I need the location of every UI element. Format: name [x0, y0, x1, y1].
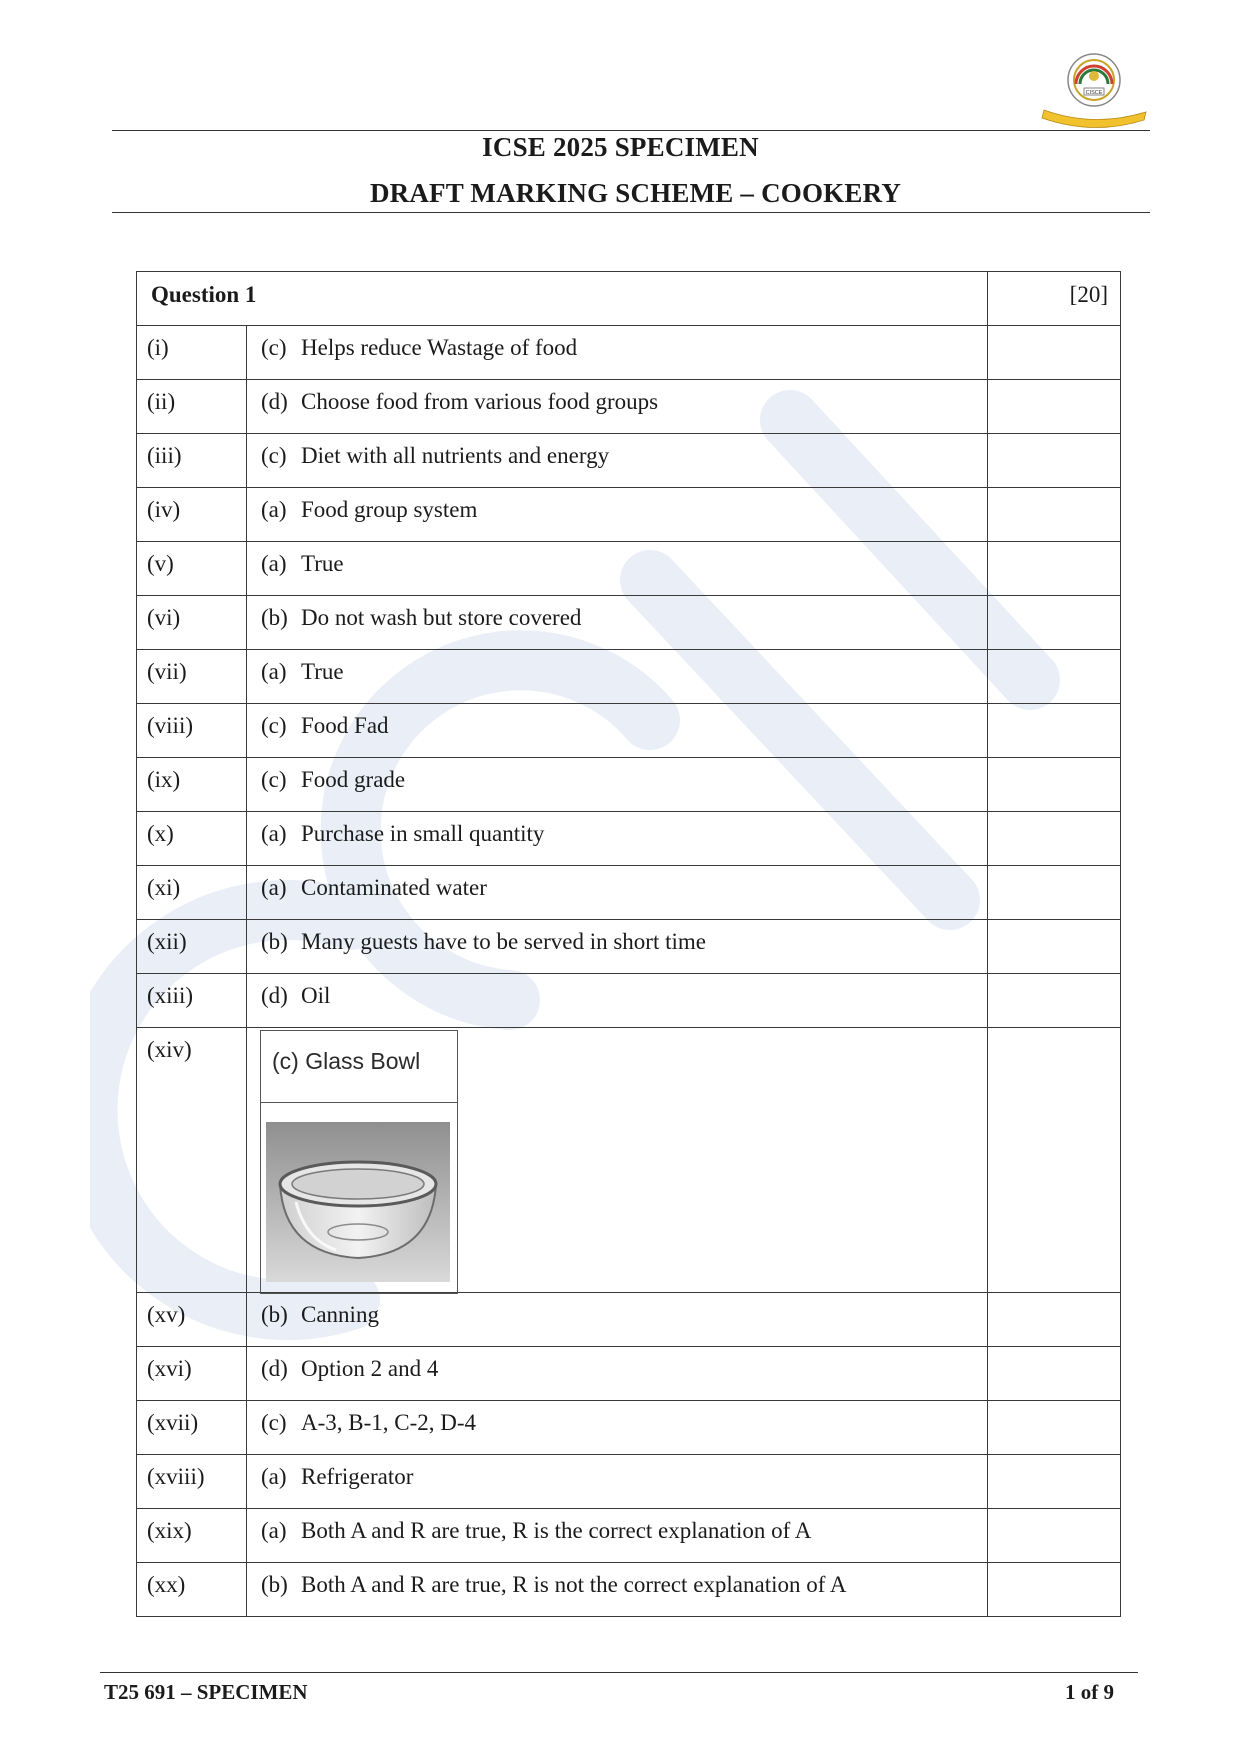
- answer-cell: [247, 488, 988, 542]
- table-row: [137, 920, 1121, 974]
- answer-cell: [247, 758, 988, 812]
- answer-cell: [247, 542, 988, 596]
- marks-cell: [988, 596, 1121, 650]
- answer-number: (iv): [137, 488, 247, 542]
- table-row: [137, 326, 1121, 380]
- answer-text: Purchase in small quantity: [301, 821, 545, 846]
- answer-number: (xviii): [137, 1455, 247, 1509]
- marks-cell: [988, 326, 1121, 380]
- answer-text: Canning: [301, 1302, 379, 1327]
- table-row: [137, 974, 1121, 1028]
- answer-cell: [247, 434, 988, 488]
- answer-text: Oil: [301, 983, 331, 1008]
- table-row: [137, 1293, 1121, 1347]
- table-row: [137, 812, 1121, 866]
- answer-option: (c): [261, 443, 287, 468]
- answer-number: (xi): [137, 866, 247, 920]
- glass-bowl-figure: [260, 1030, 458, 1294]
- answer-cell: [247, 1401, 988, 1455]
- header-bottom-rule: [112, 212, 1150, 213]
- table-row: [137, 1563, 1121, 1617]
- table-row: [137, 1347, 1121, 1401]
- answer-cell: [247, 1028, 988, 1293]
- question-marks: [20]: [988, 272, 1121, 326]
- table-row: [137, 488, 1121, 542]
- page-number: 1 of 9: [1065, 1680, 1114, 1704]
- marks-cell: [988, 488, 1121, 542]
- answer-cell: [247, 326, 988, 380]
- header-top-rule: [112, 130, 1150, 131]
- footer-rule: [100, 1672, 1138, 1673]
- answer-text: Both A and R are true, R is the correct explanation of A: [301, 1518, 812, 1543]
- answer-cell: [247, 596, 988, 650]
- answer-number: (xiv): [137, 1028, 247, 1293]
- answer-cell: [247, 1347, 988, 1401]
- answer-text: Both A and R are true, R is not the correct explanation of A: [301, 1572, 847, 1597]
- answer-cell: [247, 704, 988, 758]
- answer-number: (x): [137, 812, 247, 866]
- answer-option: (b): [261, 1302, 288, 1327]
- cisce-logo: [1038, 50, 1150, 132]
- marks-cell: [988, 974, 1121, 1028]
- answer-option: (b): [261, 605, 288, 630]
- answer-option: (c): [261, 1410, 287, 1435]
- table-row: [137, 1455, 1121, 1509]
- svg-text:CISCE: CISCE: [1085, 90, 1103, 96]
- answer-text: Food Fad: [301, 713, 389, 738]
- question-header-row: [137, 272, 1121, 326]
- table-row: [137, 380, 1121, 434]
- table-row: [137, 1401, 1121, 1455]
- answer-option: (b): [261, 929, 288, 954]
- answer-text: Food grade: [301, 767, 406, 792]
- answer-rows-after: [137, 1293, 1121, 1617]
- marks-cell: [988, 1293, 1121, 1347]
- answer-cell: [247, 812, 988, 866]
- answer-option: (d): [261, 983, 288, 1008]
- answer-number: (vi): [137, 596, 247, 650]
- table-row-image-answer: [137, 1028, 1121, 1293]
- answer-option: (c): [261, 767, 287, 792]
- document-title: ICSE 2025 SPECIMEN: [482, 132, 759, 162]
- answer-option: (a): [261, 1464, 287, 1489]
- answer-number: (i): [137, 326, 247, 380]
- paper-code: T25 691 – SPECIMEN: [104, 1680, 308, 1704]
- answer-text: Food group system: [301, 497, 478, 522]
- marks-cell: [988, 866, 1121, 920]
- marks-cell: [988, 1509, 1121, 1563]
- answer-text: Diet with all nutrients and energy: [301, 443, 610, 468]
- answer-number: (xii): [137, 920, 247, 974]
- answer-text: Many guests have to be served in short time: [301, 929, 706, 954]
- question-title: Question 1: [137, 272, 988, 326]
- answer-option: (a): [261, 1518, 287, 1543]
- answer-text: Choose food from various food groups: [301, 389, 659, 414]
- table-row: [137, 434, 1121, 488]
- table-row: [137, 704, 1121, 758]
- answer-option: (a): [261, 875, 287, 900]
- answer-text: Refrigerator: [301, 1464, 414, 1489]
- marks-cell: [988, 434, 1121, 488]
- marks-cell: [988, 758, 1121, 812]
- marks-cell: [988, 650, 1121, 704]
- answer-option: (c): [261, 335, 287, 360]
- answer-option: (a): [261, 659, 287, 684]
- answer-option: (d): [261, 389, 288, 414]
- table-row: [137, 650, 1121, 704]
- answer-number: (xv): [137, 1293, 247, 1347]
- answer-option: (d): [261, 1356, 288, 1381]
- answer-text: Option 2 and 4: [301, 1356, 439, 1381]
- document-subtitle: DRAFT MARKING SCHEME – COOKERY: [369, 178, 902, 208]
- answer-number: (ii): [137, 380, 247, 434]
- answer-cell: [247, 866, 988, 920]
- answer-number: (v): [137, 542, 247, 596]
- answer-number: (iii): [137, 434, 247, 488]
- figure-caption: (c) Glass Bowl: [261, 1031, 457, 1103]
- answer-number: (xiii): [137, 974, 247, 1028]
- marks-cell: [988, 1347, 1121, 1401]
- table-row: [137, 542, 1121, 596]
- glass-bowl-image: [266, 1122, 450, 1282]
- answer-number: (ix): [137, 758, 247, 812]
- answer-text: True: [301, 659, 344, 684]
- marks-cell: [988, 704, 1121, 758]
- answer-cell: [247, 380, 988, 434]
- marking-scheme-table: [136, 271, 1121, 1617]
- answer-rows-before: [137, 326, 1121, 1028]
- table-row: [137, 866, 1121, 920]
- marks-cell: [988, 380, 1121, 434]
- marks-cell: [988, 1401, 1121, 1455]
- marks-cell: [988, 1455, 1121, 1509]
- table-row: [137, 758, 1121, 812]
- table-row: [137, 1509, 1121, 1563]
- answer-text: Contaminated water: [301, 875, 487, 900]
- marks-cell: [988, 812, 1121, 866]
- answer-cell: [247, 974, 988, 1028]
- table-row: [137, 596, 1121, 650]
- marks-cell: [988, 1028, 1121, 1293]
- answer-cell: [247, 1455, 988, 1509]
- answer-option: (a): [261, 551, 287, 576]
- answer-number: (viii): [137, 704, 247, 758]
- marks-cell: [988, 1563, 1121, 1617]
- answer-number: (xx): [137, 1563, 247, 1617]
- answer-number: (xix): [137, 1509, 247, 1563]
- answer-cell: [247, 1509, 988, 1563]
- answer-option: (b): [261, 1572, 288, 1597]
- answer-number: (xvii): [137, 1401, 247, 1455]
- marks-cell: [988, 542, 1121, 596]
- answer-text: True: [301, 551, 344, 576]
- marks-cell: [988, 920, 1121, 974]
- answer-text: Helps reduce Wastage of food: [301, 335, 578, 360]
- answer-option: (a): [261, 497, 287, 522]
- answer-option: (a): [261, 821, 287, 846]
- answer-cell: [247, 650, 988, 704]
- answer-text: Do not wash but store covered: [301, 605, 582, 630]
- answer-option: (c): [261, 713, 287, 738]
- answer-number: (xvi): [137, 1347, 247, 1401]
- answer-text: A-3, B-1, C-2, D-4: [301, 1410, 477, 1435]
- answer-cell: [247, 1293, 988, 1347]
- answer-cell: [247, 920, 988, 974]
- answer-number: (vii): [137, 650, 247, 704]
- answer-cell: [247, 1563, 988, 1617]
